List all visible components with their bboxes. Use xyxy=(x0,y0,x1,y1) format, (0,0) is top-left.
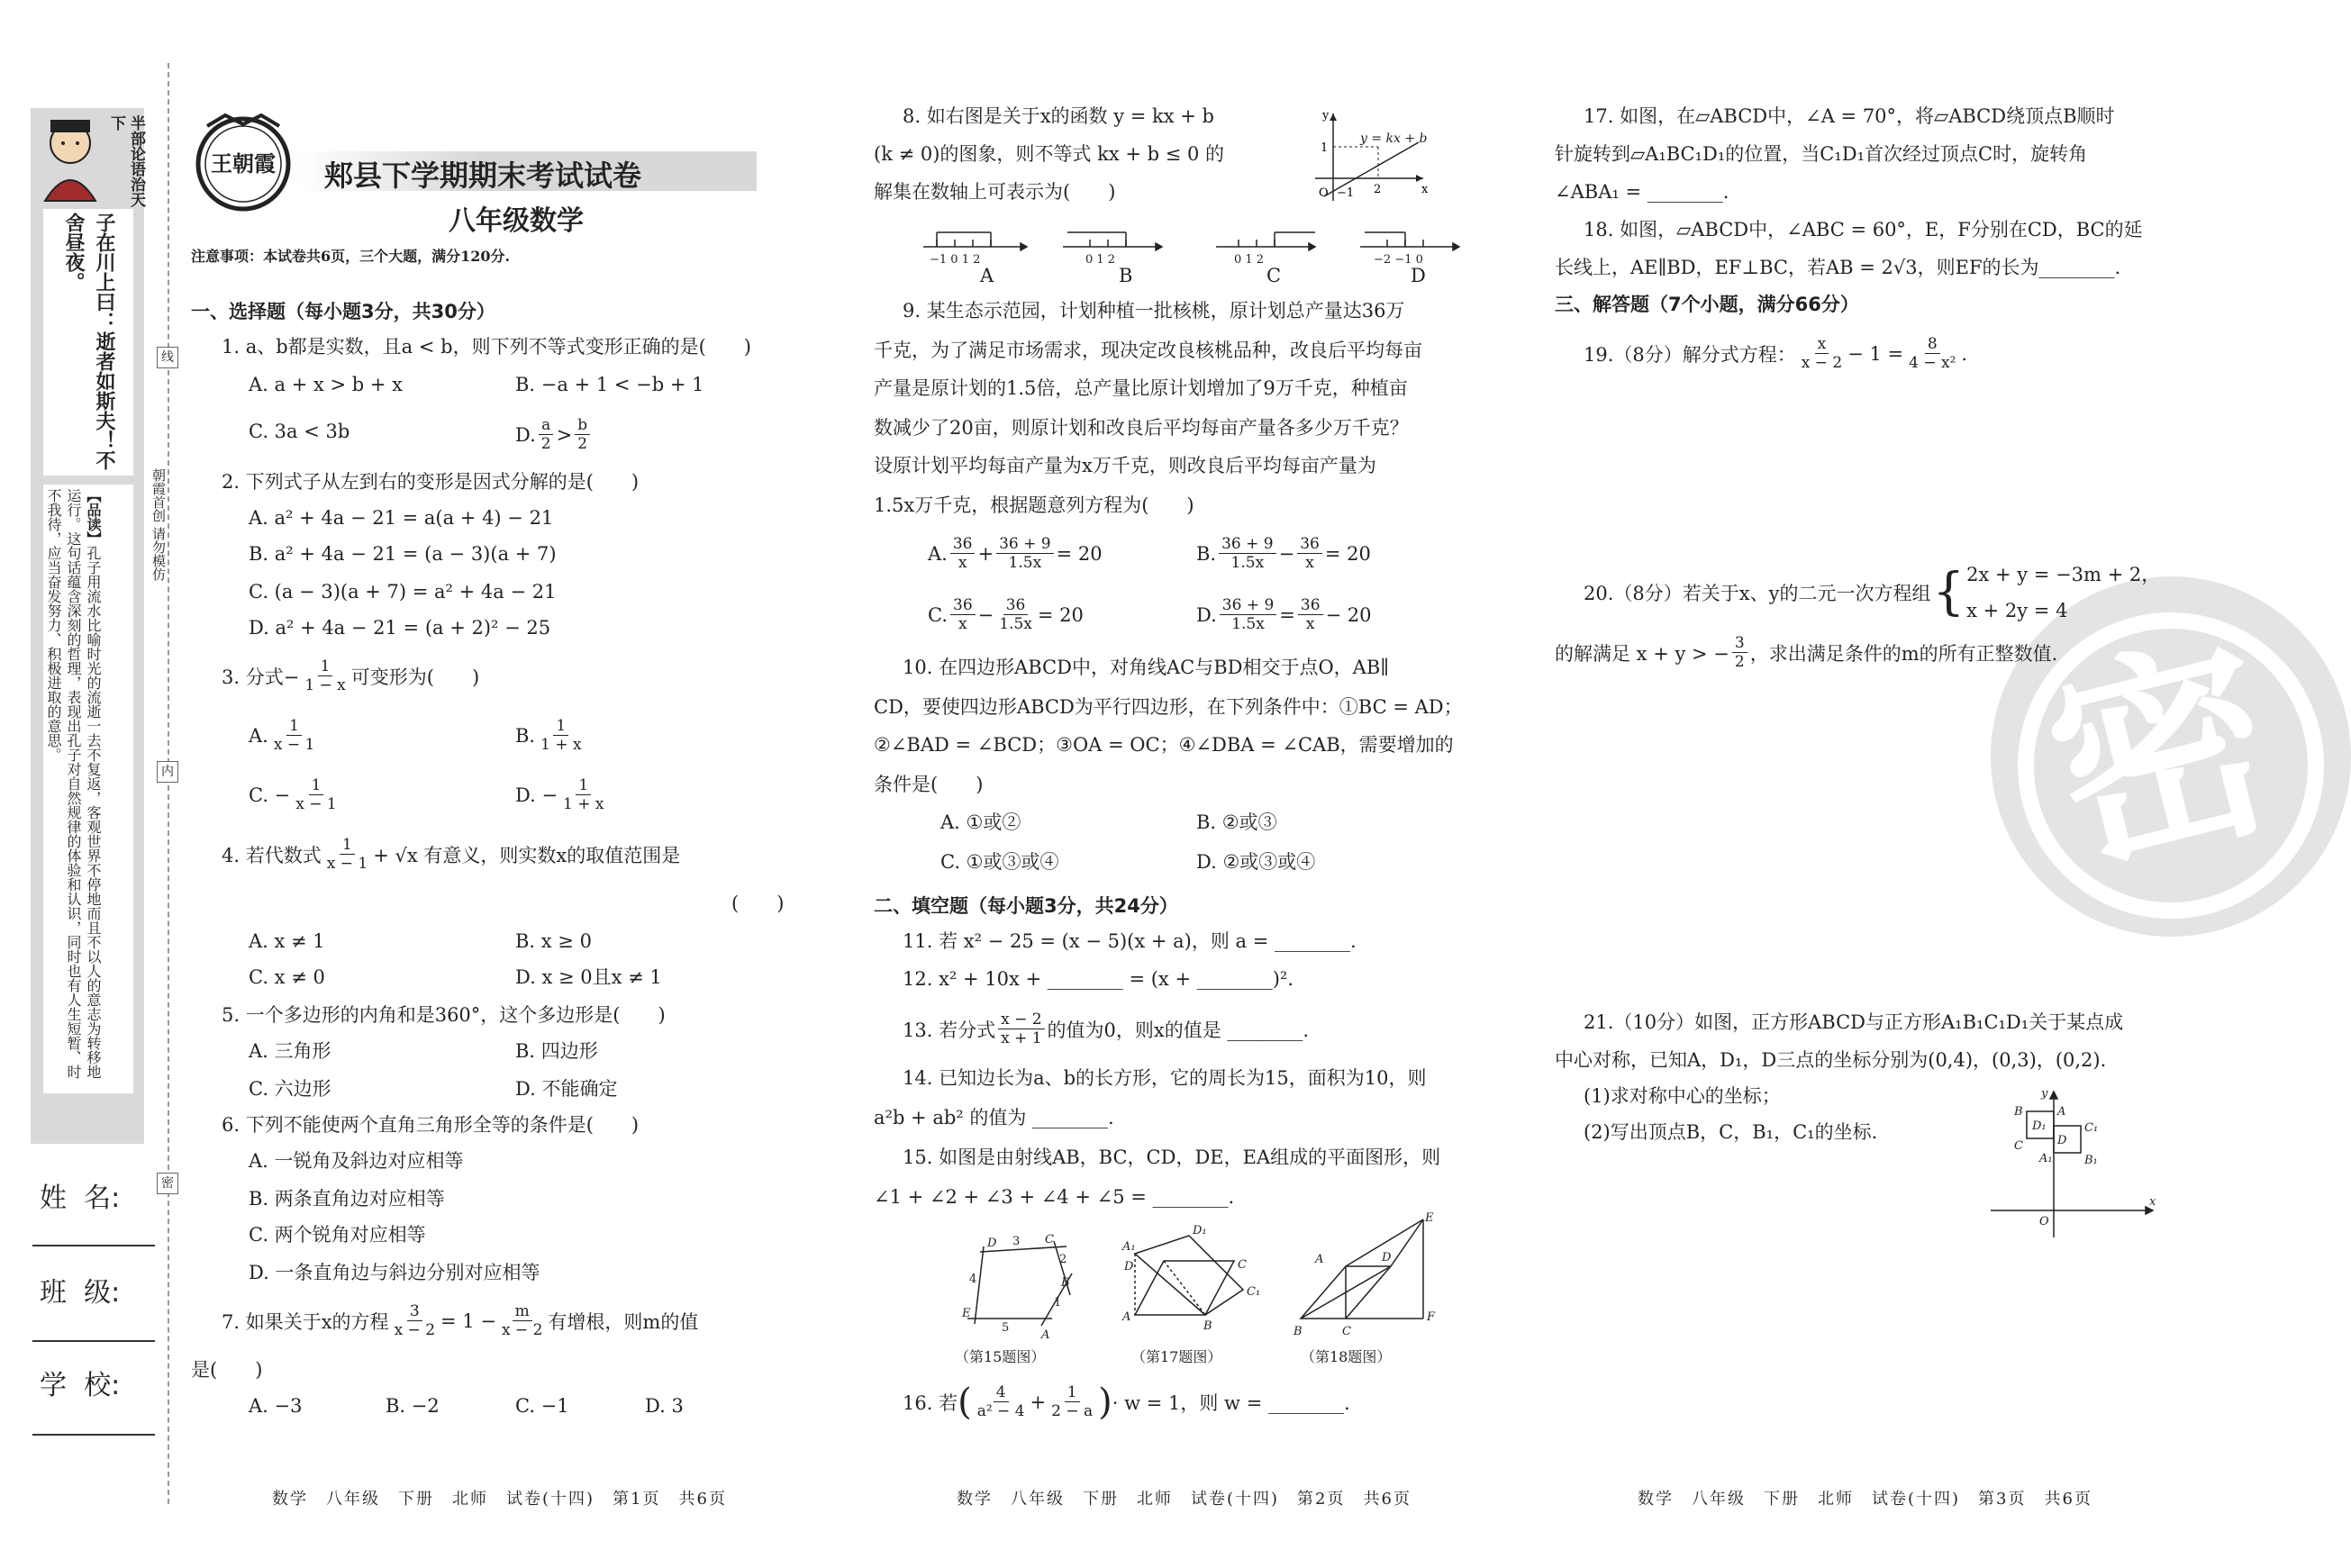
q4-answer-paren: ( ) xyxy=(731,893,785,914)
q19-answer-area[interactable] xyxy=(1555,387,2167,567)
svg-text:x: x xyxy=(1421,183,1429,196)
q8-graph-label: y = kx + b xyxy=(1360,131,1428,146)
q1-option-a[interactable]: A. a + x > b + x xyxy=(249,374,404,395)
svg-text:−2 −1 0: −2 −1 0 xyxy=(1374,253,1423,267)
q7-stem: 7. 如果关于x的方程 $\frac{3}{x - 2}$ = 1 − $\frac{m}{x - 2}$ 有增根，则m的值 xyxy=(222,1302,699,1339)
q21-line2: 中心对称，已知A，D₁，D三点的坐标分别为(0,4)，(0,3)，(0,2). xyxy=(1555,1049,2107,1071)
q9-option-b[interactable]: B. $\frac{36 + 9}{1.5x}$ − $\frac{36}{x}$ = 20 xyxy=(1196,535,1371,572)
q9-line6: 1.5x万千克，根据题意列方程为( ) xyxy=(874,494,1194,516)
svg-text:D: D xyxy=(1382,1251,1392,1264)
exam-title: 郏县下学期期末考试试卷 xyxy=(324,159,642,193)
q10-option-c[interactable]: C. ①或③或④ xyxy=(940,851,1059,873)
q5-option-a[interactable]: A. 三角形 xyxy=(249,1040,331,1062)
q9-line3: 产量是原计划的1.5倍，总产量比原计划增加了9万千克，种植亩 xyxy=(874,377,1408,399)
class-field-label: 班 级: xyxy=(40,1277,121,1309)
school-field-label: 学 校: xyxy=(40,1370,121,1401)
q17-line1: 17. 如图，在▱ABCD中，∠A = 70°，将▱ABCD绕顶点B顺时 xyxy=(1584,105,2115,127)
figure-15 xyxy=(955,1232,1081,1340)
q3-stem: 3. 分式− $\frac{1}{1 - x}$ 可变形为( ) xyxy=(222,657,480,694)
q3-option-d[interactable]: D. − $\frac{1}{1 + x}$ xyxy=(515,776,604,813)
seal-char-1: 线 xyxy=(157,347,178,368)
svg-text:4: 4 xyxy=(969,1273,977,1286)
q4-stem: 4. 若代数式 $\frac{1}{x - 1}$ + √x 有意义，则实数x的取值范围是 xyxy=(222,836,681,873)
copyright-note: 朝霞首创 请勿模仿 xyxy=(150,468,167,581)
q20-answer-area[interactable] xyxy=(1555,684,1987,982)
q21-figure xyxy=(1982,1086,2162,1239)
q9-line1: 9. 某生态示范园，计划种植一批核桃，原计划总产量达36万 xyxy=(903,300,1405,322)
cut-line xyxy=(168,63,169,1504)
name-field-input[interactable] xyxy=(32,1245,155,1246)
q8-option-a[interactable]: A xyxy=(980,265,994,286)
figure-18-caption: （第18题图） xyxy=(1301,1348,1392,1365)
brand-logo xyxy=(189,108,297,216)
q9-line5: 设原计划平均每亩产量为x万千克，则改良后平均每亩产量为 xyxy=(874,455,1376,476)
q5-stem: 5. 一个多边形的内角和是360°，这个多边形是( ) xyxy=(222,1004,666,1026)
q1-option-b[interactable]: B. −a + 1 < −b + 1 xyxy=(515,374,704,395)
q9-option-c[interactable]: C. $\frac{36}{x}$ − $\frac{36}{1.5x}$ = 20 xyxy=(928,596,1084,633)
svg-text:A: A xyxy=(1122,1310,1131,1324)
q10-line4: 条件是( ) xyxy=(874,774,984,795)
q8-number-lines xyxy=(919,220,1459,301)
q8-option-c[interactable]: C xyxy=(1266,265,1282,286)
svg-text:A: A xyxy=(1315,1253,1324,1266)
q20-equation-1: 2x + y = −3m + 2， xyxy=(1966,564,2161,585)
svg-text:1: 1 xyxy=(1054,1296,1062,1310)
sidebar-quote: 子在川上曰：逝者如斯夫！不舍昼夜。 xyxy=(62,213,115,470)
figure-15-caption: （第15题图） xyxy=(955,1348,1046,1365)
svg-text:−1: −1 xyxy=(1337,186,1355,200)
q7-option-a[interactable]: A. −3 xyxy=(249,1395,303,1417)
svg-text:O: O xyxy=(2039,1215,2049,1228)
class-field-input[interactable] xyxy=(32,1340,155,1342)
q8-line3: 解集在数轴上可表示为( ) xyxy=(874,181,1116,203)
svg-text:B: B xyxy=(2014,1105,2023,1119)
svg-text:C₁: C₁ xyxy=(2084,1121,2099,1135)
q18-line2[interactable]: 长线上，AE∥BD，EF⊥BC，若AB = 2√3，则EF的长为________. xyxy=(1555,257,2121,278)
svg-text:5: 5 xyxy=(1002,1321,1010,1335)
q3-option-c[interactable]: C. − $\frac{1}{x - 1}$ xyxy=(249,776,337,813)
footer-page-1: 数学 八年级 下册 北师 试卷(十四) 第1页 共6页 xyxy=(272,1490,727,1509)
svg-text:D: D xyxy=(987,1237,997,1250)
q2-option-b[interactable]: B. a² + 4a − 21 = (a − 3)(a + 7) xyxy=(249,543,557,565)
q20-line1: 20.（8分）若关于x、y的二元一次方程组 { 2x + y = −3m + 2， x + 2y = 4 xyxy=(1584,557,2160,629)
q3-option-b[interactable]: B. $\frac{1}{1 + x}$ xyxy=(515,717,582,754)
svg-text:O: O xyxy=(1319,186,1329,200)
q17-line3[interactable]: ∠ABA₁ = ________. xyxy=(1555,181,1729,203)
q15-line2[interactable]: ∠1 + ∠2 + ∠3 + ∠4 + ∠5 = ________. xyxy=(874,1186,1235,1208)
exam-subtitle: 八年级数学 xyxy=(449,205,584,237)
q2-option-d[interactable]: D. a² + 4a − 21 = (a + 2)² − 25 xyxy=(249,617,551,639)
q7-option-d[interactable]: D. 3 xyxy=(645,1395,684,1417)
q10-line2: CD，要使四边形ABCD为平行四边形，在下列条件中：①BC = AD； xyxy=(874,696,1463,718)
svg-text:C: C xyxy=(1342,1325,1351,1338)
q9-line2: 千克，为了满足市场需求，现决定改良核桃品种，改良后平均每亩 xyxy=(874,340,1422,361)
q4-option-b[interactable]: B. x ≥ 0 xyxy=(515,930,592,952)
figure-17-caption: （第17题图） xyxy=(1131,1348,1222,1365)
q6-option-c[interactable]: C. 两个锐角对应相等 xyxy=(249,1224,426,1246)
q3-option-a[interactable]: A. $\frac{1}{x - 1}$ xyxy=(249,717,315,754)
read-text: 孔子用流水比喻时光的流逝一去不复返，客观世界不停地而且不以人的意志为转移地运行。这句话蕴含深刻的哲理，表现出孔子对自然规律的体验和认识，同时也有人生短暂、时不我待，应当奋发努力、积极进取的意思。 xyxy=(45,488,102,1079)
svg-text:E: E xyxy=(1425,1211,1434,1225)
seal-char-3: 密 xyxy=(157,1173,178,1194)
q15-line1: 15. 如图是由射线AB，BC，CD，DE，EA组成的平面图形，则 xyxy=(903,1147,1441,1168)
exam-note: 注意事项：本试卷共6页，三个大题，满分120分. xyxy=(191,248,511,265)
q6-option-d[interactable]: D. 一条直角边与斜边分别对应相等 xyxy=(249,1262,540,1283)
q8-function-graph xyxy=(1306,106,1450,205)
q7-stem-line2: 是( ) xyxy=(191,1359,263,1381)
svg-text:B: B xyxy=(1061,1276,1070,1290)
q9-option-d[interactable]: D. $\frac{36 + 9}{1.5x}$ = $\frac{36}{x}$ − 20 xyxy=(1196,596,1372,633)
q10-option-a[interactable]: A. ①或② xyxy=(940,811,1021,833)
svg-text:B: B xyxy=(1203,1319,1212,1333)
q8-option-b[interactable]: B xyxy=(1119,265,1133,286)
q19: 19.（8分）解分式方程： $\frac{x}{x - 2}$ − 1 = $\frac{8}{\text{4 − x²}}$ . xyxy=(1584,335,1968,372)
svg-text:F: F xyxy=(1427,1310,1436,1324)
name-field-label: 姓 名: xyxy=(40,1183,121,1214)
q8-option-d[interactable]: D xyxy=(1411,265,1426,286)
q5-option-d[interactable]: D. 不能确定 xyxy=(515,1078,618,1100)
svg-text:y: y xyxy=(1322,109,1330,122)
q13[interactable]: 13. 若分式 $\frac{x - 2}{x + 1}$ 的值为0，则x的值是 ________. xyxy=(903,1011,1310,1047)
q8-line1: 8. 如右图是关于x的函数 y = kx + b xyxy=(903,105,1214,127)
q2-stem: 2. 下列式子从左到右的变形是因式分解的是( ) xyxy=(222,471,640,493)
svg-text:C: C xyxy=(1045,1233,1054,1246)
school-field-input[interactable] xyxy=(32,1434,155,1436)
sidebar-badge: 半部论语治天下 xyxy=(107,115,145,207)
section-2-title: 二、填空题（每小题3分，共24分） xyxy=(874,895,1178,917)
q20-line2: 的解满足 x + y > − $\frac{3}{2}$ ，求出满足条件的m的所有正整数值. xyxy=(1555,634,2058,671)
q2-option-a[interactable]: A. a² + 4a − 21 = a(a + 4) − 21 xyxy=(249,507,554,529)
seal-char-2: 内 xyxy=(157,761,178,783)
q18-line1: 18. 如图，▱ABCD中，∠ABC = 60°，E，F分别在CD，BC的延 xyxy=(1584,219,2143,240)
q1-option-d[interactable]: D. $\frac{a}{2}$ > $\frac{b}{2}$ xyxy=(515,416,593,453)
q10-line3: ②∠BAD = ∠BCD；③OA = OC；④∠DBA = ∠CAB，需要增加的 xyxy=(874,734,1454,756)
q1-stem: 1. a、b都是实数，且a < b，则下列不等式变形正确的是( ) xyxy=(222,336,751,358)
q5-option-c[interactable]: C. 六边形 xyxy=(249,1078,331,1100)
svg-text:0 1 2: 0 1 2 xyxy=(1085,253,1116,267)
svg-text:C: C xyxy=(2014,1139,2023,1153)
q7-option-c[interactable]: C. −1 xyxy=(515,1395,569,1417)
q14-line1: 14. 已知边长为a、b的长方形，它的周长为15，面积为10，则 xyxy=(903,1067,1427,1089)
section-1-title: 一、选择题（每小题3分，共30分） xyxy=(191,301,495,322)
q9-line4: 数减少了20亩，则原计划和改良后平均每亩产量各多少万千克？ xyxy=(874,417,1409,439)
q6-stem: 6. 下列不能使两个直角三角形全等的条件是( ) xyxy=(222,1114,640,1136)
svg-text:−1 0 1 2: −1 0 1 2 xyxy=(930,253,981,267)
svg-text:D: D xyxy=(1124,1260,1134,1273)
q9-option-a[interactable]: A. $\frac{36}{x}$ + $\frac{36 + 9}{1.5x}$ = 20 xyxy=(928,535,1103,572)
sidebar-quote-box xyxy=(43,209,133,476)
svg-text:C: C xyxy=(1238,1258,1247,1272)
q5-option-b[interactable]: B. 四边形 xyxy=(515,1040,598,1062)
svg-text:1: 1 xyxy=(1321,141,1329,155)
q4-option-c[interactable]: C. x ≠ 0 xyxy=(249,966,325,988)
svg-text:D₁: D₁ xyxy=(1193,1224,1207,1237)
svg-text:A₁: A₁ xyxy=(2039,1152,2053,1165)
watermark-char: 密 xyxy=(2026,608,2298,905)
svg-text:2: 2 xyxy=(1059,1253,1067,1266)
svg-text:A: A xyxy=(1041,1328,1050,1342)
svg-text:D: D xyxy=(2057,1134,2067,1147)
svg-text:B: B xyxy=(1294,1325,1303,1338)
q14-line2[interactable]: a²b + ab² 的值为 ________. xyxy=(874,1107,1114,1128)
svg-text:A: A xyxy=(2057,1105,2066,1119)
svg-text:B₁: B₁ xyxy=(2084,1154,2098,1167)
q10-line1: 10. 在四边形ABCD中，对角线AC与BD相交于点O，AB∥ xyxy=(903,657,1389,678)
svg-text:E: E xyxy=(962,1307,971,1320)
q21-line1: 21.（10分）如图，正方形ABCD与正方形A₁B₁C₁D₁关于某点成 xyxy=(1584,1011,2124,1033)
q1-option-c[interactable]: C. 3a < 3b xyxy=(249,421,350,442)
q20-equation-2: x + 2y = 4 xyxy=(1966,600,2068,621)
svg-text:y: y xyxy=(2041,1087,2048,1101)
q4-option-a[interactable]: A. x ≠ 1 xyxy=(249,930,325,952)
watermark-seal xyxy=(1991,576,2298,937)
q21-line3: (1)求对称中心的坐标； xyxy=(1584,1085,1781,1107)
svg-text:3: 3 xyxy=(1012,1235,1021,1248)
section-3-title: 三、解答题（7个小题，满分66分） xyxy=(1555,294,1859,315)
q7-option-b[interactable]: B. −2 xyxy=(386,1395,440,1417)
sidebar-read-box xyxy=(43,485,133,1093)
svg-text:A₁: A₁ xyxy=(1122,1240,1136,1254)
figure-17 xyxy=(1117,1224,1279,1335)
q8-line2: (k ≠ 0)的图象，则不等式 kx + b ≤ 0 的 xyxy=(874,143,1225,165)
q11[interactable]: 11. 若 x² − 25 = (x − 5)(x + a)，则 a = ________. xyxy=(903,930,1357,952)
q4-option-d[interactable]: D. x ≥ 0且x ≠ 1 xyxy=(515,966,662,988)
figure-18 xyxy=(1288,1211,1450,1340)
q6-option-a[interactable]: A. 一锐角及斜边对应相等 xyxy=(249,1150,464,1172)
read-label: 【品读】 xyxy=(85,488,102,546)
q10-option-d[interactable]: D. ②或③或④ xyxy=(1196,851,1316,873)
svg-text:2: 2 xyxy=(1374,183,1382,196)
q21-line4: (2)写出顶点B，C，B₁，C₁的坐标. xyxy=(1584,1121,1878,1143)
q16[interactable]: 16. 若 ( $\frac{4}{\text{a² − 4}}$ + $\frac{1}{2 - a}$ ) · w = 1，则 w = ________. xyxy=(903,1381,1350,1423)
q12[interactable]: 12. x² + 10x + ________ = (x + ________)². xyxy=(903,968,1294,990)
footer-page-2: 数学 八年级 下册 北师 试卷(十四) 第2页 共6页 xyxy=(957,1490,1412,1509)
brand-logo-text: 王朝霞 xyxy=(211,150,276,177)
q6-option-b[interactable]: B. 两条直角边对应相等 xyxy=(249,1188,445,1210)
q10-option-b[interactable]: B. ②或③ xyxy=(1196,811,1277,833)
svg-text:D₁: D₁ xyxy=(2032,1119,2047,1133)
footer-page-3: 数学 八年级 下册 北师 试卷(十四) 第3页 共6页 xyxy=(1638,1490,2092,1509)
sidebar-portrait xyxy=(36,113,104,203)
q2-option-c[interactable]: C. (a − 3)(a + 7) = a² + 4a − 21 xyxy=(249,581,557,603)
svg-text:0 1 2: 0 1 2 xyxy=(1234,253,1265,267)
svg-text:x: x xyxy=(2149,1195,2156,1209)
svg-text:C₁: C₁ xyxy=(1247,1285,1261,1299)
q17-line2: 针旋转到▱A₁BC₁D₁的位置，当C₁D₁首次经过顶点C时，旋转角 xyxy=(1555,143,2088,165)
